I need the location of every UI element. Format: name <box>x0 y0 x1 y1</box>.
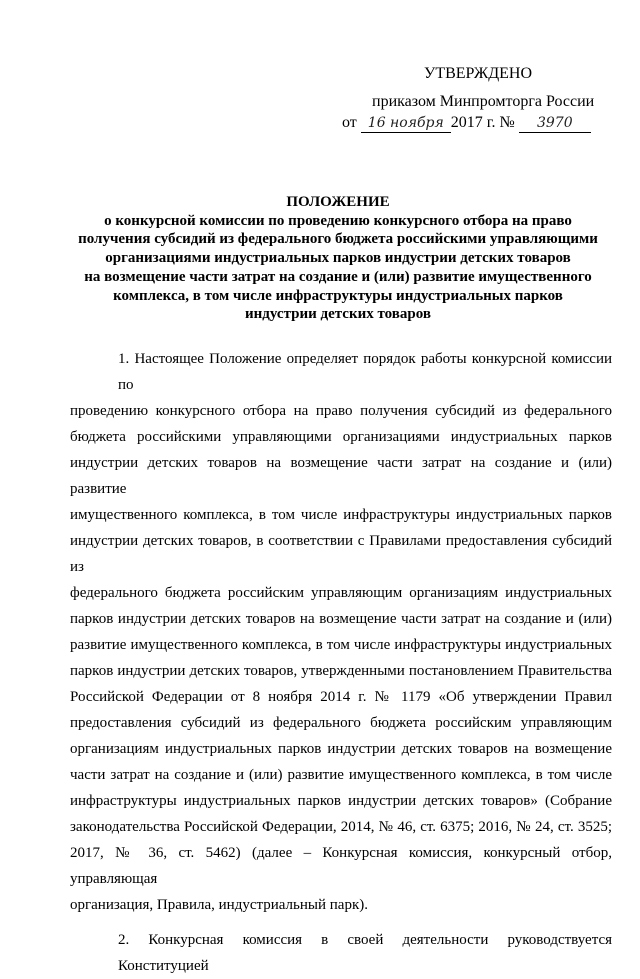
title-line: о конкурсной комиссии по проведению конкурсного отбора на право <box>104 212 572 229</box>
body-line: 1. Настоящее Положение определяет порядок работы конкурсной комиссии по <box>118 351 612 393</box>
title-line: индустрии детских товаров <box>245 306 431 323</box>
body-line: Российской Федерации от 8 ноября 2014 г. № 1179 «Об утверждении Правил <box>70 689 612 705</box>
body-line: индустрии детских товаров, в соответствии с Правилами предоставления субсидий из <box>70 533 612 575</box>
title-line: комплекса, в том числе инфраструктуры индустриальных парков <box>113 287 563 304</box>
handwritten-order-number: 3970 <box>519 114 591 133</box>
body-line: законодательства Российской Федерации, 2014, № 46, ст. 6375; 2016, № 24, ст. 3525; <box>70 819 612 835</box>
document-body <box>70 0 612 979</box>
order-year: 2017 г. № <box>450 114 515 131</box>
title-heading: ПОЛОЖЕНИЕ <box>286 194 390 210</box>
body-line: части затрат на создание и (или) развитие имущественного комплекса, в том числе <box>70 767 612 783</box>
order-reference: приказом Минпромторга России <box>372 93 595 110</box>
body-line: индустрии детских товаров на возмещение части затрат на создание и (или) развитие <box>70 455 612 497</box>
body-line: парков индустрии детских товаров, утвержденными постановлением Правительства <box>70 663 612 679</box>
title-line: получения субсидий из федерального бюджета российскими управляющими <box>78 231 598 248</box>
date-prefix: от <box>342 114 357 131</box>
body-line: проведению конкурсного отбора на право получения субсидий из федерального <box>70 403 612 419</box>
body-line: организациям индустриальных парков индустрии детских товаров на возмещение <box>70 741 612 757</box>
title-line: организациями индустриальных парков индустрии детских товаров <box>105 250 571 267</box>
body-line: развитие имущественного комплекса, в том числе инфраструктуры индустриальных <box>70 637 612 653</box>
approved-stamp-text: УТВЕРЖДЕНО <box>423 65 532 82</box>
body-line: 2. Конкурсная комиссия в своей деятельности руководствуется Конституцией <box>118 932 612 974</box>
body-line: 2017, № 36, ст. 5462) (далее – Конкурсная комиссия, конкурсный отбор, управляющая <box>70 845 612 887</box>
handwritten-date: 16 ноября <box>361 114 451 133</box>
body-line: имущественного комплекса, в том числе инфраструктуры индустриальных парков <box>70 507 612 523</box>
body-line: организация, Правила, индустриальный парк). <box>70 897 368 913</box>
body-line: федерального бюджета российским управляющим организациям индустриальных <box>70 585 612 601</box>
body-line: парков индустрии детских товаров на возмещение части затрат на создание и (или) <box>70 611 612 627</box>
body-line: бюджета российскими управляющими организациями индустриальных парков <box>70 429 612 445</box>
body-line: инфраструктуры индустриальных парков индустрии детских товаров» (Собрание <box>70 793 612 809</box>
body-line: предоставления субсидий из федерального бюджета российским управляющим <box>70 715 612 731</box>
title-line: на возмещение части затрат на создание и (или) развитие имущественного <box>84 268 592 285</box>
